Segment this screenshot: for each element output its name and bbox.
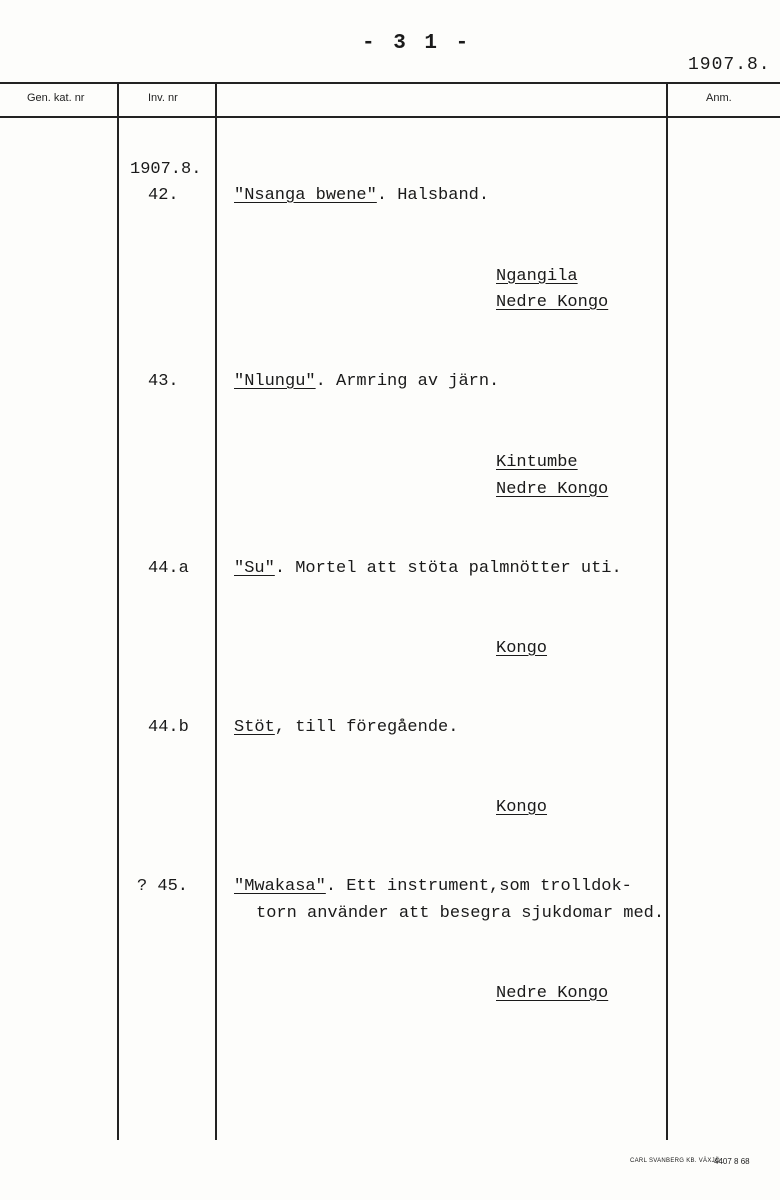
column-divider-1 xyxy=(117,83,119,1140)
entry-text: . Armring av järn. xyxy=(315,372,500,391)
entry-inv-number: 44.a xyxy=(148,559,189,578)
entry-inv-number: 43. xyxy=(148,372,179,391)
header-inv-nr: Inv. nr xyxy=(148,92,178,104)
entry-text: . Ett instrument,som trolldok- xyxy=(325,877,632,896)
entry-native-name: Stöt xyxy=(234,718,275,737)
entry-native-name: "Mwakasa" xyxy=(234,877,326,896)
entry-description xyxy=(234,372,499,391)
page-number: - 3 1 - xyxy=(362,32,472,55)
entry-native-name: "Nsanga bwene" xyxy=(234,186,377,205)
entry-inv-number: 42. xyxy=(148,186,179,205)
printer-imprint: CARL SVANBERG KB. VÄXJÖ xyxy=(630,1158,720,1164)
entry-description xyxy=(234,718,458,737)
entry-text: , till föregående. xyxy=(274,718,459,737)
entry-inv-number: ? 45. xyxy=(137,877,189,896)
entry-description xyxy=(234,877,632,896)
column-divider-3 xyxy=(666,83,668,1140)
entry-location: Kintumbe xyxy=(496,453,578,472)
entry-description xyxy=(234,186,489,205)
entry-native-name: "Nlungu" xyxy=(234,372,316,391)
entry-description xyxy=(234,559,622,578)
entry-native-name: "Su" xyxy=(234,559,275,578)
entry-region: Kongo xyxy=(496,798,548,817)
printer-code: 4407 8 68 xyxy=(714,1157,750,1166)
entry-region: Nedre Kongo xyxy=(496,984,609,1003)
catalog-year-ref: 1907.8. xyxy=(688,55,771,75)
entry-region: Nedre Kongo xyxy=(496,293,609,312)
entry-inv-number: 44.b xyxy=(148,718,189,737)
header-gen-kat-nr: Gen. kat. nr xyxy=(27,92,85,104)
entry-text: . Halsband. xyxy=(376,186,490,205)
entry-description-continued: torn använder att besegra sjukdomar med. xyxy=(256,904,665,923)
entry-region: Kongo xyxy=(496,639,548,658)
header-anm: Anm. xyxy=(706,92,732,104)
entry-text: . Mortel att stöta palmnötter uti. xyxy=(274,559,622,578)
entry-region: Nedre Kongo xyxy=(496,480,609,499)
column-divider-2 xyxy=(215,83,217,1140)
series-label: 1907.8. xyxy=(130,160,202,179)
entry-location: Ngangila xyxy=(496,267,578,286)
